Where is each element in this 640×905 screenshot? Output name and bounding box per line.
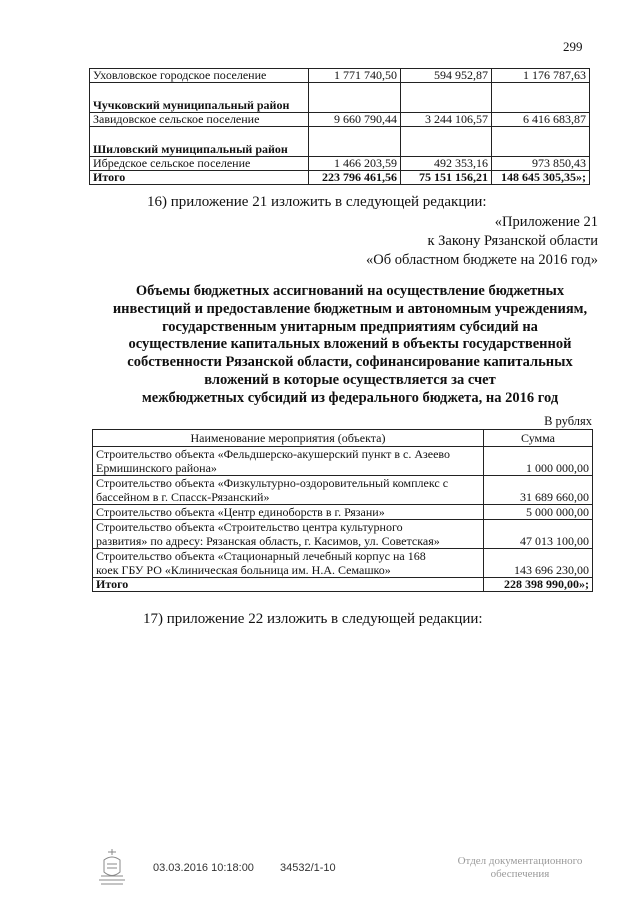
row-name: Итого [90, 171, 309, 185]
cell-c3: 6 416 683,87 [492, 113, 590, 127]
object-name-line-1: Строительство объекта «Строительство центра культурного [96, 520, 403, 534]
object-name [93, 447, 484, 476]
row-name: Завидовское сельское поселение [90, 113, 309, 127]
object-name-line-1: Строительство объекта «Фельдшерско-акушерский пункт в с. Азеево [96, 447, 450, 461]
object-sum: 5 000 000,00 [484, 505, 593, 520]
heading-line: государственным унитарным предприятиям субсидий на [162, 318, 538, 335]
stamp-line-1: Отдел документационного [457, 855, 583, 867]
cell-c3 [492, 127, 590, 157]
object-name-line-2: бассейном в г. Спасск-Рязанский» [96, 490, 270, 504]
cell-c2: 492 353,16 [401, 157, 492, 171]
footer-datetime: 03.03.2016 10:18:00 [153, 862, 254, 874]
annex-line-1: «Приложение 21 [494, 214, 598, 230]
object-name [93, 520, 484, 549]
heading-line: Объемы бюджетных ассигнований на осуществление бюджетных [135, 283, 565, 299]
page-number: 299 [563, 39, 583, 54]
cell-c1: 1 466 203,59 [309, 157, 401, 171]
cell-c2: 594 952,87 [401, 69, 492, 83]
row-name: Шиловский муниципальный район [90, 127, 309, 157]
paragraph-17: 17) приложение 22 изложить в следующей редакции: [143, 611, 483, 627]
object-name [93, 505, 484, 520]
row-name: Чучковский муниципальный район [90, 83, 309, 113]
heading-line: межбюджетных субсидий из федерального бюджета, на 2016 год [141, 389, 559, 406]
table-row [93, 520, 593, 549]
object-sum: 143 696 230,00 [484, 549, 593, 578]
total-label: Итого [93, 578, 484, 592]
cell-c2: 75 151 156,21 [401, 171, 492, 185]
stamp-line-2: обеспечения [490, 868, 550, 880]
table-row [90, 157, 590, 171]
cell-c3 [492, 83, 590, 113]
cell-c2: 3 244 106,57 [401, 113, 492, 127]
object-sum: 47 013 100,00 [484, 520, 593, 549]
cell-c1: 9 660 790,44 [309, 113, 401, 127]
table-row [93, 476, 593, 505]
header-sum: Сумма [484, 430, 593, 447]
object-name-line-1: Строительство объекта «Стационарный лечебный корпус на 168 [96, 549, 426, 563]
heading-line: вложений в которые осуществляется за счет [204, 371, 496, 388]
table-row [90, 69, 590, 83]
cell-c1: 1 771 740,50 [309, 69, 401, 83]
table-row [93, 447, 593, 476]
table-header-row [93, 430, 593, 447]
total-row [90, 171, 590, 185]
section-row [90, 83, 590, 113]
settlements-table [89, 68, 590, 185]
heading-line: осуществление капитальных вложений в объекты государственной [128, 336, 572, 353]
cell-c3: 1 176 787,63 [492, 69, 590, 83]
cell-c3: 973 850,43 [492, 157, 590, 171]
cell-c2 [401, 83, 492, 113]
department-stamp [440, 855, 600, 881]
object-sum: 31 689 660,00 [484, 476, 593, 505]
document-heading [95, 283, 605, 408]
heading-line: собственности Рязанской области, софинансирование капитальных [127, 354, 573, 371]
paragraph-16: 16) приложение 21 изложить в следующей редакции: [147, 194, 487, 210]
units-label: В рублях [544, 414, 592, 428]
annex-reference [238, 213, 598, 270]
object-name-line-2: коек ГБУ РО «Клиническая больница им. Н.А. Семашко» [96, 563, 391, 577]
cell-c1 [309, 83, 401, 113]
object-name-line-2: Ермишинского района» [96, 461, 217, 475]
total-row [93, 578, 593, 592]
object-name-line-1: Строительство объекта «Центр единоборств в г. Рязани» [96, 505, 385, 519]
crest-stamp-icon [93, 846, 131, 886]
header-name: Наименование мероприятия (объекта) [93, 430, 484, 447]
annex-line-3: «Об областном бюджете на 2016 год» [366, 252, 598, 268]
cell-c1: 223 796 461,56 [309, 171, 401, 185]
cell-c3: 148 645 305,35»; [492, 171, 590, 185]
annex-line-2: к Закону Рязанской области [427, 233, 598, 249]
cell-c2 [401, 127, 492, 157]
table-row [90, 113, 590, 127]
object-name [93, 476, 484, 505]
object-sum: 1 000 000,00 [484, 447, 593, 476]
object-name-line-1: Строительство объекта «Физкультурно-оздоровительный комплекс с [96, 476, 449, 490]
heading-line: инвестиций и предоставление бюджетным и автономным учреждениям, [112, 300, 588, 317]
footer-doc-number: 34532/1-10 [280, 862, 336, 874]
row-name: Уховловское городское поселение [90, 69, 309, 83]
budget-objects-table [92, 429, 593, 592]
table-row [93, 505, 593, 520]
section-row [90, 127, 590, 157]
row-name: Ибредское сельское поселение [90, 157, 309, 171]
total-sum: 228 398 990,00»; [484, 578, 593, 592]
object-name [93, 549, 484, 578]
cell-c1 [309, 127, 401, 157]
table-row [93, 549, 593, 578]
object-name-line-2: развития» по адресу: Рязанская область, г. Касимов, ул. Советская» [96, 534, 440, 548]
